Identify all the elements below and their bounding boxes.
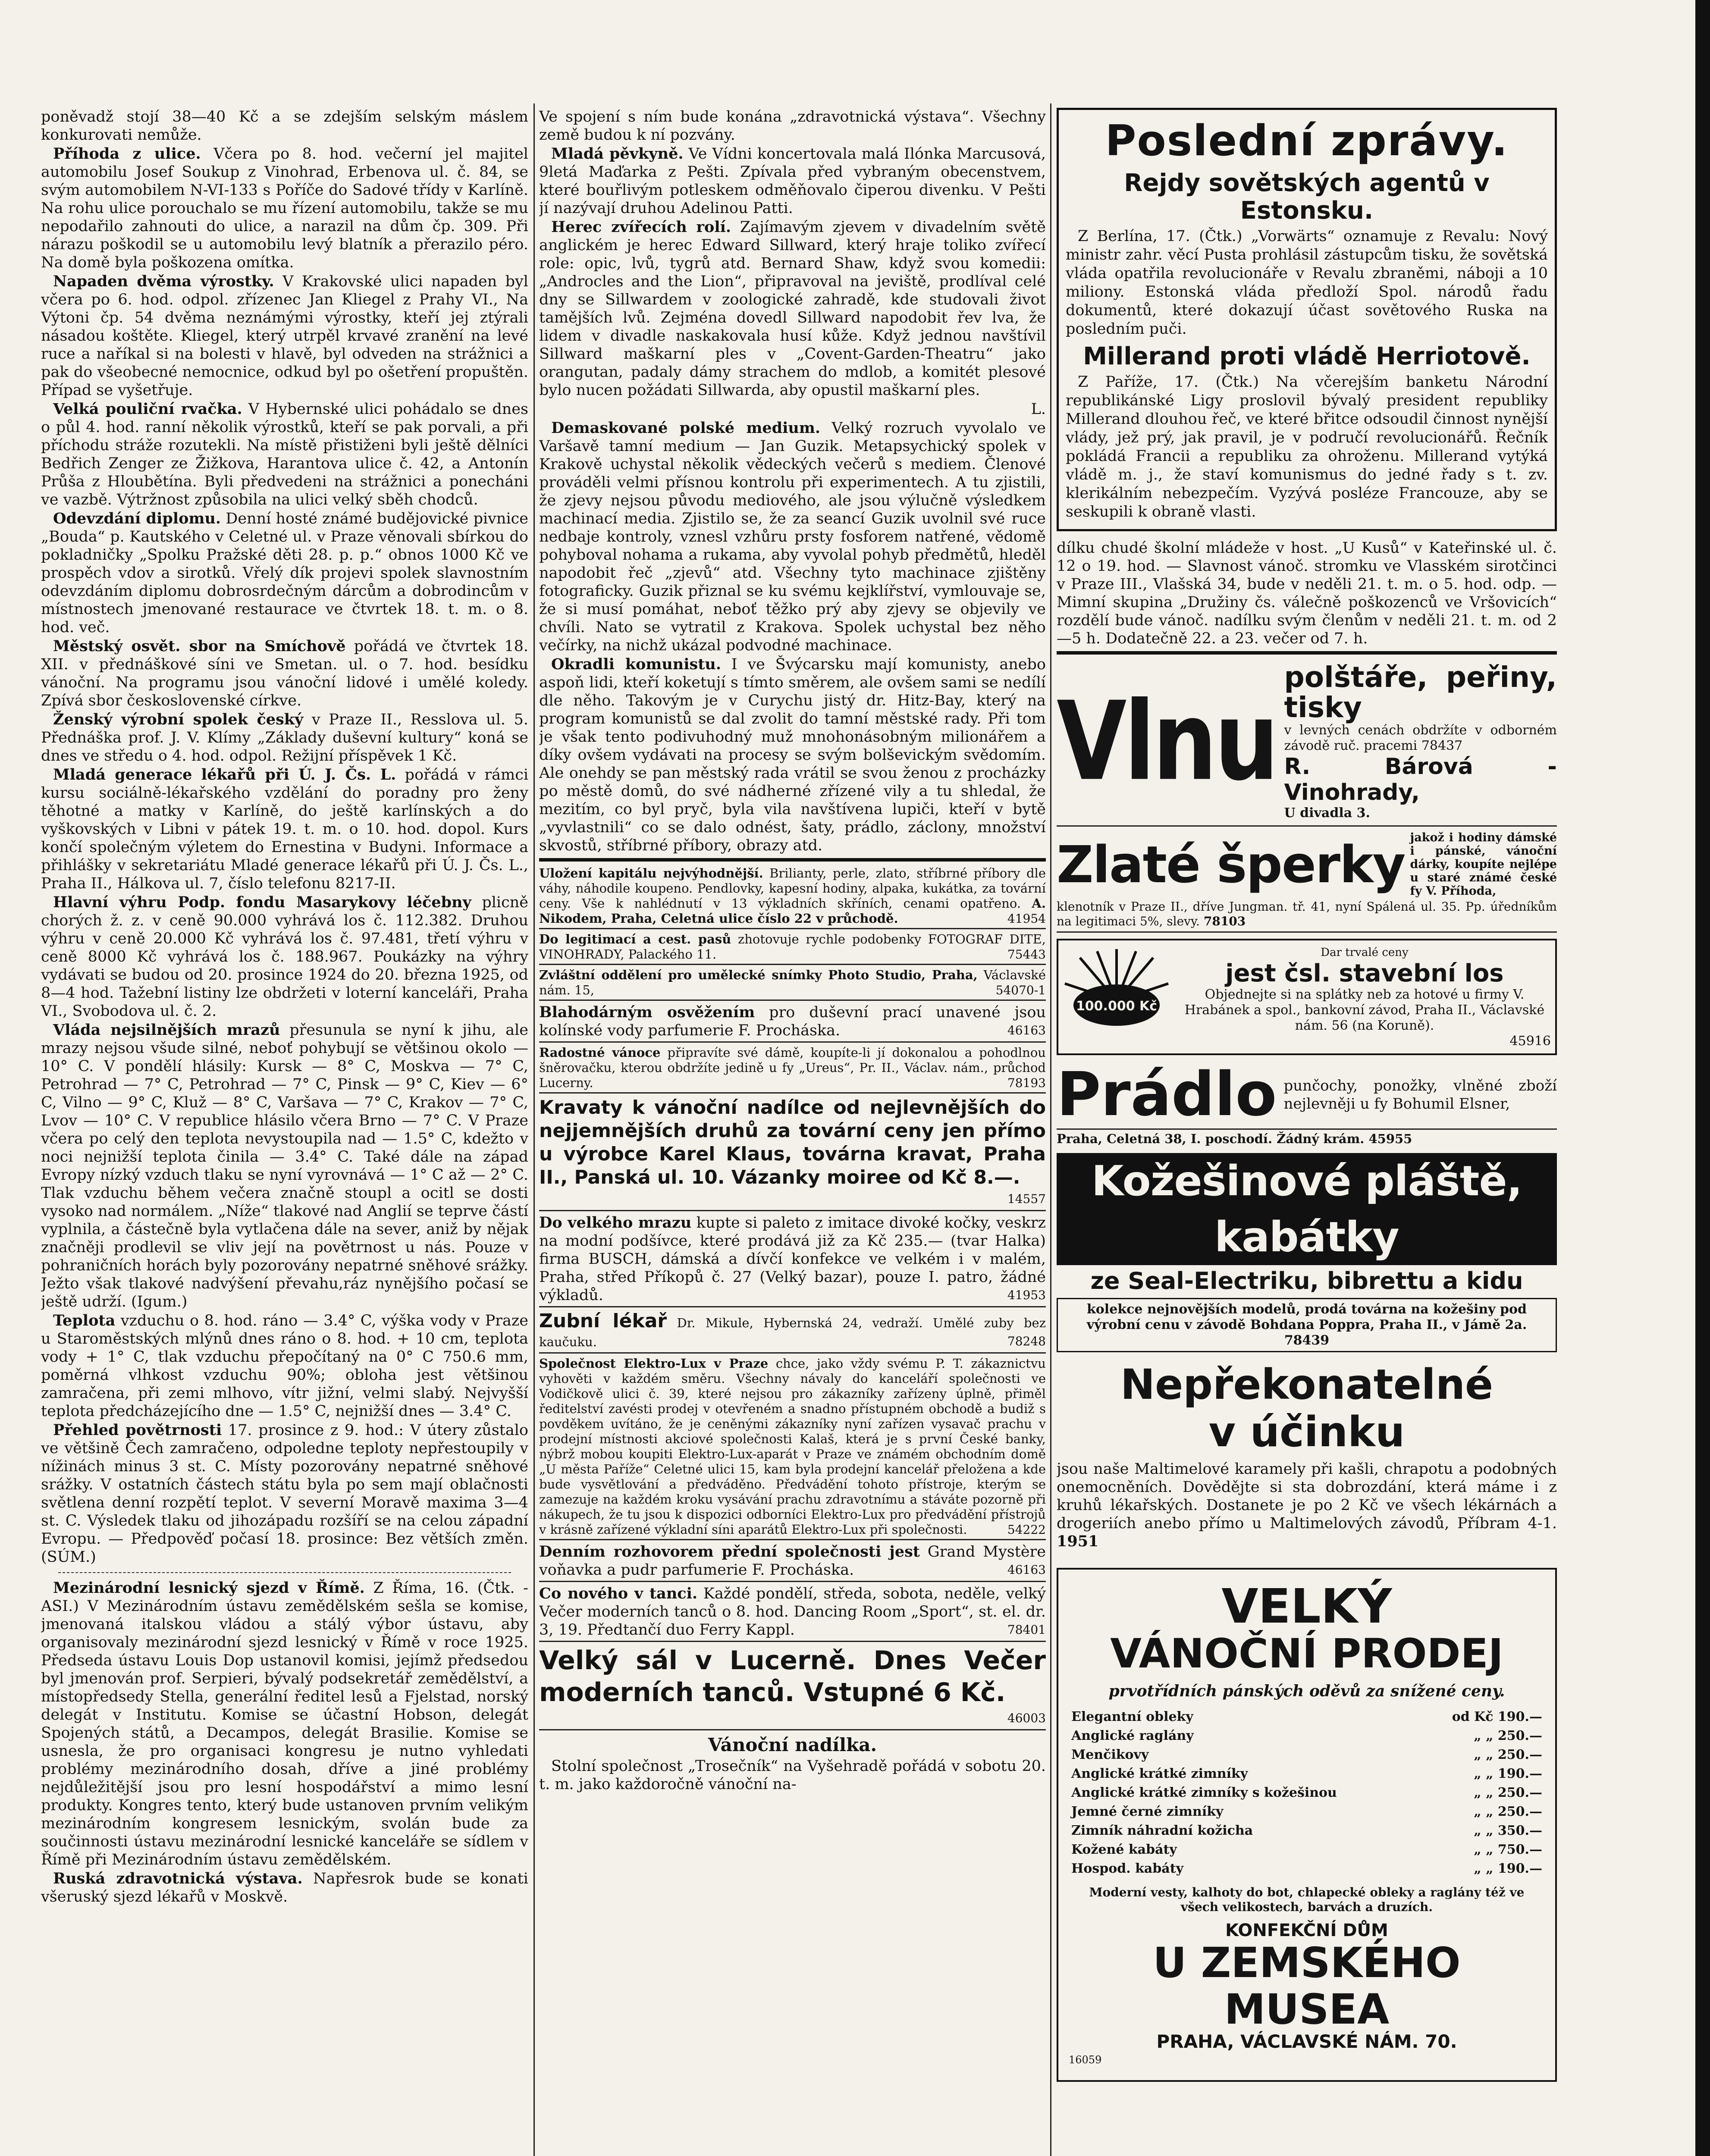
ads-separator	[539, 858, 1046, 862]
section-masthead: Poslední zprávy.	[1105, 116, 1509, 166]
ad-body: zhotovuje rychle podobenky FOTOGRAF DITE, VINOHRADY, Palackého 11.	[539, 932, 1046, 962]
ad-text	[1178, 945, 1551, 1049]
ad-headline: Vlnu	[1057, 678, 1277, 805]
ad-address: U divadla 3.	[1284, 805, 1370, 821]
ad-number: 45955	[1368, 1131, 1412, 1146]
ad-body: jakož i hodiny dámské i pánské, vánoční dárky, koupíte nejlépe u staré známé české fy V. Příhoda,	[1410, 831, 1557, 898]
ad-address: Praha, Celetná 38, I. poschodí. Žádný krám.	[1057, 1131, 1365, 1146]
article-heading: Velká pouliční rvačka.	[53, 400, 242, 418]
ad-subhead: ze Seal-Electriku, bibrettu a kidu	[1090, 1267, 1523, 1294]
ad-number: 46163	[1007, 1563, 1046, 1577]
article-text: vzduchu o 8. hod. ráno — 3.4° C, výška vody v Praze u Staroměstských mlýnů dnes ráno o 8. hod. + 10 cm, teplota vody + 1° C, tlak vzduchu přepočítaný na 0° C 750.6 mm, poměrná vlhkost vzduchu 90%; obloha jest většinou zamračena, při zemi mlhovo, vítr jižní, velmi slabý. Nejvyšší teplota předcházejícího dne — 1.5° C, nejnižší dnes — 3.4° C.	[41, 1312, 528, 1420]
article-text: poněvadž stojí 38—40 Kč a se zdejším selským máslem konkurovati nemůže.	[41, 108, 528, 144]
news-text: Z Berlína, 17. (Čtk.) „Vorwärts“ oznamuje z Revalu: Nový ministr zahr. věcí Pusta prohlásil zástupcům tisku, že sovětská vláda opatřila revolucionáře v Revalu zbraněmi, náboji a 10 miliony. Estonská vláda předloží Spol. národů řadu dokumentů, které dokazují účast sovětového Ruska na posledním puči.	[1066, 228, 1548, 338]
ad-number: 54222	[1007, 1523, 1046, 1537]
ad-heading: Radostné vánoce	[539, 1045, 661, 1060]
ad-headline: VÁNOČNÍ PRODEJ	[1110, 1630, 1503, 1677]
article-heading: Herec zvířecích rolí.	[551, 218, 731, 236]
ad-heading: Denním rozhovorem přední společnosti jest	[539, 1543, 920, 1561]
ad-body: kolekce nejnovějších modelů, prodá továrna na kožešiny pod výrobní cenu v závodě Bohdana Poppra, Praha II., v Jámě 2a.	[1086, 1302, 1527, 1332]
price-list-body	[1069, 1708, 1545, 1878]
ad-firm-type: KONFEKČNÍ DŮM	[1225, 1921, 1388, 1940]
ad-body-text: v levných cenách obdržíte v odborném závodě ruč. pracemi	[1284, 723, 1557, 753]
ad-text	[539, 1356, 1046, 1537]
ad-firm: A. Nikodem, Praha, Celetná ulice číslo 22 v průchodě.	[539, 896, 1046, 926]
article-text: přesunula se nyní k jihu, ale mrazy nejsou všude silné, neboť pohybují se většinou okolo — 10° C. V pondělí hlásily: Kursk — 8° C, Moskva — 7° C, Petrohrad — 7° C, Petrohrad — 7° C, Pinsk — 9° C, Kiev — 6° C, Vilno — 9° C, Kluž — 8° C, Varšava — 7° C, Krakov — 7° C, Lvov — 10° C. V republice hlásilo včera Brno — 7° C. V Praze včera po celý den teplota nevystoupila nad — 1.5° C, kdežto v noci nejnižší teplota činila — 3.4° C. Také dále na západ Evropy nízký vzduch tlaku se nyní vyrovnává — 1° C až — 2° C. Tlak vzduchu během večera značně stoupl a ocitl se dosti vysoko nad normálem. „Níže“ tlakové nad Anglií se teprve částí vyplnila, a částečně byla vytlačena dále na sever, aniž by nějak značněji prodlevil se vliv její na povětrnost u nás. Pouze v pohraničních horách byly pozorovány nepatrné sněhové srážky. Ježto však tlakové nadvýšení převahu,ráz nynějšího počasí se ještě udrží. (Igum.)	[41, 1022, 528, 1310]
ad-number: 14557	[1007, 1192, 1046, 1206]
ad-nikodem	[539, 865, 1046, 929]
article-heading: Mezinárodní lesnický sjezd v Římě.	[53, 1579, 365, 1597]
article-heading: Okradli komunistu.	[551, 655, 722, 673]
column-rule	[533, 103, 535, 2156]
ad-text	[539, 1003, 1046, 1040]
article-text: Z Říma, 16. (Čtk. - ASI.) V Mezinárodním ústavu zemědělském sešla se komise, jmenovaná italskou vládou a stálý výbor ústavu, aby organisovaly mezinárodní sjezd lesnický v Římě v roce 1925. Předseda ústavu Louis Dop ustanovil komisi, jejímž předsedou byl jmenován prof. Serpieri, bývalý podsekretář zemědělství, a místopředsedy Stella, generální ředitel lesů a Fjelstad, norský delegát v Institutu. Komise se účastní Hobson, delegát Spojených států, a Decampos, delegát Brasilie. Komise se usnesla, že pro organisaci kongresu je nutno vyhledati problémy mezinárodního dosah, dříve a jiné problémy nejdůležitější jsou pro lesní hospodářství a mimo lesní produkty. Kongres tento, který bude ustanoven prvním velikým mezinárodním kongresem lesnickým, svolán bude za součinnosti ústavu mezinárodní lesnické kanceláře se sídlem v Římě při Mezinárodním ústavu zemědělském.	[41, 1579, 528, 1868]
price-item-price: „ „ 250.—	[1474, 1728, 1542, 1743]
ad-pradlo	[1057, 1061, 1557, 1130]
price-item-name: Menčikovy	[1071, 1747, 1149, 1762]
ad-heading: Uložení kapitálu nejvýhodnější.	[539, 866, 763, 881]
article-heading: Mladá generace lékařů při Ú. J. Čs. L.	[53, 766, 396, 783]
article-heading: Městský osvět. sbor na Smíchově	[53, 637, 346, 655]
ad-photo-studio	[539, 967, 1046, 1001]
article-heading: Přehled povětrnosti	[53, 1421, 222, 1439]
price-list-row	[1069, 1802, 1545, 1821]
price-list-row	[1069, 1764, 1545, 1783]
news-text: Z Paříže, 17. (Čtk.) Na včerejším banketu Národní republikánské Ligy proslovil bývalý president republiky Millerand dlouhou řeč, ve které břitce odsoudil činnost nynější vlády, jež prý, jak pravil, je v područí revolucionářů. Řečník pokládá Francii a republiku za ohroženu. Millerand vytýká vládě m. j., že staví komunismus do jedné řady s t. zv. klerikálním nebezpečím. Vyzývá posléze Francouze, aby se seskupili k obraně vlasti.	[1066, 373, 1548, 520]
ad-body: Objednejte si na splátky neb za hotové u firmy V. Hrabánek a spol., bankovní závod, Praha II., Václavské nám. 56 (na Koruně).	[1184, 987, 1545, 1033]
ad-heading: Zubní lékař	[539, 1310, 667, 1332]
price-list-row	[1069, 1821, 1545, 1840]
ad-number: 16059	[1069, 2054, 1102, 2066]
ad-text	[539, 1190, 1046, 1208]
ad-details	[1284, 662, 1557, 821]
article-text: plicně chorých ž. z. v ceně 90.000 vyhrává los č. 112.382. Druhou výhru v ceně 20.000 Kč vyhrává los č. 97.481, třetí výhru v ceně 8000 Kč vyhrává los č. 188.967. Poukázky na výhry vydávati se budou od 20. prosince 1924 do 20. března 1925, od 8—4 hod. Tažební listiny lze obdržeti v loterní kanceláři, Praha VI., Svobodova ul. č. 2.	[41, 894, 528, 1020]
ad-body	[1284, 723, 1557, 754]
column-rule	[1050, 103, 1051, 2156]
price-item-name: Hospod. kabáty	[1071, 1861, 1184, 1876]
scan-edge	[1695, 0, 1710, 2156]
price-item-name: Kožené kabáty	[1071, 1842, 1177, 1857]
news-headline: Millerand proti vládě Herriotově.	[1083, 342, 1531, 370]
ad-number: 78193	[1007, 1076, 1046, 1090]
ad-address: PRAHA, VÁCLAVSKÉ NÁM. 70.	[1156, 2031, 1457, 2052]
ad-fotograf-dite	[539, 931, 1046, 965]
price-item-price: „ „ 190.—	[1474, 1861, 1542, 1876]
price-list-row	[1069, 1783, 1545, 1802]
ad-maltimel-headline	[1057, 1361, 1557, 1456]
article	[539, 419, 1046, 655]
article	[41, 637, 528, 710]
ad-heading: Do legitimací a cest. pasů	[539, 932, 731, 946]
article-text: Ve Vídni koncertovala malá Ilónka Marcusová, 9letá Maďarka z Pešti. Zpívala před vybraným obecenstvem, které bouřlivým potleskem odměňovalo čiperou divenku. V Pešti jí nazývají druhou Adelinou Patti.	[539, 145, 1046, 217]
price-list-row	[1069, 1745, 1545, 1764]
article	[539, 218, 1046, 399]
ad-heading: Blahodárným osvěžením	[539, 1003, 755, 1021]
ad-footer	[1057, 1130, 1557, 1148]
ad-body-text: jsou naše Maltimelové karamely při kašli, chrapotu a podobných onemocněních. Dovědějte si sta dobrozdání, která máme i z kruhů lékařských. Dostanete je po 2 Kč ve všech lékárnách a drogeriích anebo přímo u Maltimelových závodů, Příbram 4-1.	[1057, 1460, 1557, 1532]
article-heading: Odevzdání diplomu.	[53, 510, 221, 527]
article-text: Stolní společnost „Trosečník“ na Vyšehradě pořádá v sobotu 20. t. m. jako každoročně vánoční na-	[539, 1758, 1046, 1793]
price-item-name: Anglické krátké zimníky	[1071, 1766, 1248, 1781]
ad-heading: Kravaty k vánoční nadílce od nejlevnějších do nejjemnějších druhů za tovární ceny jen přímo u výrobce Karel Klaus, továrna kravat, Praha II., Panská ul. 10. Vázanky moiree od Kč 8.—.	[539, 1097, 1046, 1188]
ad-text	[539, 968, 1046, 998]
sunburst-image	[1063, 945, 1170, 1031]
ad-body: Brilianty, perle, zlato, stříbrné příbory dle váhy, náhodile koupeno. Pendlovky, kapesní hodiny, alpaka, kukátka, za tovární ceny. Vše k nahlédnutí v 13 výkladních skříních, cenami opatřeno.	[539, 866, 1046, 911]
ad-text	[539, 1585, 1046, 1639]
ad-body	[1057, 1460, 1557, 1551]
article-text: Včera po 8. hod. večerní jel majitel automobilu Josef Soukup z Vinohrad, Erbenova ul. č. 84, se svým automobilem N-VI-133 s Poříče do Sadové třídy v Karlíně. Na rohu ulice porouchalo se mu řízení automobilu, takže se mu nepodařilo zahnouti do ulice, a narazil na dům čp. 309. Při nárazu poškodil se u automobilu levý blatník a přerazilo péro. Na domě byla poškozena omítka.	[41, 145, 528, 271]
ad-elektro-lux	[539, 1355, 1046, 1540]
ad-number: 78103	[1203, 914, 1246, 928]
ad-number: 75443	[1007, 947, 1046, 962]
ad-body: klenotník v Praze II., dříve Jungman. tř. 41, nyní Spálená ul. 35. Pp. úředníkům na legitimaci 5%, slevy.	[1057, 899, 1557, 928]
article	[41, 273, 528, 399]
price-item-name: Jemné černé zimníky	[1071, 1804, 1224, 1819]
price-item-price: „ „ 250.—	[1474, 1785, 1542, 1800]
price-list-row	[1069, 1859, 1545, 1878]
article	[539, 655, 1046, 855]
article-text: Velký rozruch vyvolalo ve Varšavě tamní medium — Jan Guzik. Metapsychický spolek v Krakově uchystal několik vědeckých večerů s mediem. Členové prováděli velmi přísnou kontrolu při experimentech. A tu zjistili, že zjevy nejsou původu mediového, ale jsou výlučně výsledkem machinací media. Zjistilo se, že za seancí Guzik uvolnil své ruce nedbaje kontroly, vznesl vzhůru prsty fosforem natřené, vědomě pohyboval nohama a rukama, aby vyvolal pohyb předmětů, hleděl napodobit řeč „zjevů“ atd. Všechny tyto machinace zjištěny fotograficky. Guzik přiznal se ku svému kejklířství, vymlouvaje se, že si musí pomáhat, neboť těžko prý aby zjevy se objevily ve chvíli. Nato se vytratil z Krakova. Spolek uchystal bez něho večírky, na nichž ukázal podvodné machinace.	[539, 420, 1046, 654]
article	[41, 1870, 528, 1906]
ad-text	[539, 866, 1046, 926]
ad-text	[539, 1214, 1046, 1304]
ad-body: Dr. Mikule, Hybernská 24, vedraží. Umělé zuby bez kaučuku.	[539, 1316, 1046, 1349]
article-text: v Praze II., Resslova ul. 5. Přednáška prof. J. V. Klímy „Základy duševní kultury“ koná se dnes ve středu o 4. hod. odpol. Režijní příspěvek 1 Kč.	[41, 711, 528, 765]
price-item-name: Zimník náhradní kožicha	[1071, 1823, 1253, 1838]
article-heading: Hlavní výhru Podp. fondu Masarykovy léčebny	[53, 893, 471, 911]
price-list-row	[1069, 1840, 1545, 1859]
ad-text	[539, 1045, 1046, 1091]
article-text: I ve Švýcarsku mají komunisty, anebo aspoň lidi, kteří koketují s tímto směrem, ale ovšem sami se nedílí dle něho. Takovým je v Curychu jistý dr. Hitz-Bay, který na program komunistů se dal zvolit do tamní městské rady. Při tom je však tento podivuhodný muž mnohonásobným milionářem a díky ovšem vydávati na procesy se svým bolševickým svědomím. Ale onehdy se pan městský rada vrátil se svou ženou z procházky po městě domů, do své nádherné zřízené vily a tu shledal, že mezitím, co byl pryč, byla vila navštívena lupiči, kteří v bytě „vyvlastnili“ co se dalo odnést, šaty, prádlo, záclony, množství skvostů, stříbrné příbory, obrazy atd.	[539, 656, 1046, 854]
ad-body: připravíte své dámě, koupíte-li jí dokonalou a pohodlnou šněrovačku, kterou obdržíte jedině u fy „Ureus“, Pr. II., Václav. nám., průchod Lucerny.	[539, 1045, 1046, 1090]
ad-grand-mystere	[539, 1542, 1046, 1582]
ad-kravaty	[539, 1095, 1046, 1211]
article-text: V Hybernské ulici pohádalo se dnes o půl 4. hod. ranní několik výrostků, kteří se pak porvali, a při příchodu stráže rozutekli. Na místě přistiženi byli ještě dělníci Bedřich Zenger ze Žižkova, Harantova ulice č. 42, a Antonín Průša z Hloubětína. Byli předvedeni na strážnici a ponecháni ve vazbě. Výtržnost způsobila na ulici velký sběh chodců.	[41, 401, 528, 508]
price-item-price: „ „ 750.—	[1474, 1842, 1542, 1857]
price-item-name: Anglické krátké zimníky s kožešinou	[1071, 1785, 1337, 1800]
article-text: Denní hosté známé budějovické pivnice „Bouda“ p. Kautského v Celetné ul. v Praze věnovali sbírkou do pokladničky „Spolku Pražské děti 28. p. p.“ obnos 1000 Kč ve prospěch vdov a sirotků. Vřelý dík projevi spolek slavnostním odevzdáním diplomu dobrosrdečným dárcům a dobrodincům v místnostech jmenované restaurace ve čtvrtek 18. t. m. o 8. hod. več.	[41, 510, 528, 636]
ad-zubni-lekar	[539, 1309, 1046, 1354]
article-text: pořádá v rámci kursu sociálně-lékařského vzdělání do poradny pro ženy těhotné a matky v Karlíně, do ještě karlínských a do vyškovských v Libni v pátek 19. t. m. o 10. hod. dopol. Kurs končí společným výletem do Ernestina v Budyni. Informace a přihlášky v sekretariátu Mladé generace lékařů při Ú. J. Čs. L., Praha II., Hálkova ul. 7, číslo telefonu 8217-II.	[41, 766, 528, 892]
price-item-price: od Kč 190.—	[1452, 1709, 1542, 1724]
ad-number: 45916	[1509, 1034, 1551, 1049]
ad-headline: Zlaté šperky	[1057, 834, 1405, 894]
ad-body: Grand Mystère voňavka a pudr parfumerie F. Procháska.	[539, 1543, 1046, 1579]
ad-headline: Nepřekonatelné	[1120, 1360, 1494, 1409]
price-item-price: „ „ 250.—	[1474, 1747, 1542, 1762]
ad-footer	[1057, 1298, 1557, 1352]
article	[41, 893, 528, 1020]
article	[41, 1421, 528, 1566]
ad-number: 78437	[1421, 738, 1463, 753]
ad-heading: Do velkého mrazu	[539, 1214, 692, 1232]
ad-lucerna	[539, 1644, 1046, 1730]
column-middle	[539, 108, 1046, 2156]
ad-prochaska-koln	[539, 1003, 1046, 1043]
article	[41, 711, 528, 765]
ad-text	[539, 1543, 1046, 1579]
ad-body: chce, jako vždy svému P. T. zákaznictvu vyhověti v každém směru. Všechny návaly do kanceláří společnosti ve Vodičkově ulici č. 39, které nejsou pro zákazníky zařízeny úplně, přiměl ředitelství zavésti prodej v otevřeném a snadno přístupném obchodě a budiž s povděkem uvítáno, že je ceněnými zákazníky nyní zařízen vysavač prachu v prodejní místnosti akciové společnosti Kalaš, která je s první České banky, nýbrž mobou koupiti Elektro-Lux-aparát v Praze ve známém obchodním domě „U města Paříže“ Celetné ulici 15, kam byla prodejní kancelář přeložena a kde bude vysvětlování a předváděno. Předvádění tohoto přístroje, kterým se zamezuje na každém kroku vysávání prachu zdravotnímu a stáváte pozorně při nákupech, že tu jsou k dispozici odborníci Elektro-Lux pro předvádění přístrojů v krásně zařízené výkladní síni aparátů Elektro-Lux při společnosti.	[539, 1356, 1046, 1537]
article	[41, 510, 528, 636]
ad-vlnu	[1057, 658, 1557, 827]
article-text: dílku chudé školní mládeže v host. „U Kusů“ v Kateřinské ul. č. 12 o 19. hod. — Slavnost vánoč. stromku ve Vlasském sirotčinci v Praze III., Vlašská 34, bude v neděli 21. t. m. o 5. hod. odp. — Mimní skupina „Družiny čs. válečně poškozenců ve Vršovicích“ rozdělí bude vánoč. nadílku svým členům v neděli 21. t. m. od 2—5 h. Dodatečně 22. a 23. večer od 7. h.	[1057, 539, 1557, 647]
ad-body: kupte si paleto z imitace divoké kočky, veskrz na modní podšívce, které prodává již za Kč 235.— (tvar Halka) firma BUSCH, dámská a dívčí konfekce ve velkém i v malém, Praha, střed Příkopů č. 27 (Velký bazar), pouze I. patro, žádné výkladů.	[539, 1214, 1046, 1304]
ad-note: Moderní vesty, kalhoty do bot, chlapecké obleky a raglány též ve všech velikostech, barvách a druzích.	[1089, 1885, 1525, 1914]
news-headline: Rejdy sovětských agentů v Estonsku.	[1124, 169, 1490, 225]
ad-stavebni-los	[1057, 939, 1557, 1055]
ad-headline: Prádlo	[1057, 1059, 1277, 1130]
article-signature: L.	[1031, 401, 1046, 418]
article	[41, 766, 528, 893]
column-left	[41, 108, 528, 2156]
price-item-price: „ „ 250.—	[1474, 1804, 1542, 1819]
ad-kozesinove-plaste: Kožešinové pláště, kabátky	[1057, 1153, 1557, 1265]
article-heading: Vláda nejsilnějších mrazů	[53, 1021, 280, 1039]
ad-text	[539, 1310, 1046, 1351]
ad-number: 1951	[1057, 1532, 1099, 1550]
ad-number: 78439	[1284, 1333, 1330, 1348]
ad-heading: Zvláštní oddělení pro umělecké snímky Photo Studio, Praha,	[539, 968, 978, 982]
article	[41, 1579, 528, 1869]
ad-subhead: prvotřídních pánských oděvů za snížené ceny.	[1108, 1682, 1505, 1700]
ads-separator	[1057, 651, 1557, 655]
latest-news-box	[1057, 108, 1557, 531]
article-heading: Příhoda z ulice.	[53, 145, 201, 163]
ad-body: Každé pondělí, středa, sobota, neděle, velký Večer moderních tanců o 8. hod. Dancing Room „Sport“, st. el. dr. 3, 19. Předtančí duo Ferry Kappl.	[539, 1585, 1046, 1639]
ad-firm: R. Bárová - Vinohrady,	[1284, 754, 1557, 805]
ad-vanocni-prodej	[1057, 1568, 1557, 2082]
section-separator	[58, 1572, 511, 1573]
price-item-name: Elegantní obleky	[1071, 1709, 1193, 1724]
price-item-price: „ „ 350.—	[1474, 1823, 1542, 1838]
article-heading: Ženský výrobní spolek český	[53, 711, 304, 728]
article	[41, 145, 528, 272]
article-text: V Krakovské ulici napaden byl včera po 6. hod. odpol. zřízenec Jan Kliegel z Prahy VI., Na Výtoni čp. 54 dvěma neznámými výrostky, kteří jej ztýrali násadou koštěte. Kliegel, který utrpěl krvavé zranění na levé ruce a naříkal si na bolesti v hlavě, byl odveden na strážnici a pak do všeobecné nemocnice, odkud byl po ošetření propuštěn. Případ se vyšetřuje.	[41, 273, 528, 399]
ad-number: 41953	[1007, 1288, 1046, 1302]
ad-heading: Společnost Elektro-Lux v Praze	[539, 1356, 769, 1371]
ad-headline: jest čsl. stavební los	[1225, 959, 1504, 987]
price-item-name: Anglické raglány	[1071, 1728, 1194, 1743]
ad-number: 78248	[1007, 1334, 1046, 1348]
ad-number: 46003	[1007, 1711, 1046, 1725]
ad-body: punčochy, ponožky, vlněné zboží nejlevněji u fy Bohumil Elsner,	[1283, 1077, 1557, 1112]
article-heading: Ruská zdravotnická výstava.	[53, 1870, 303, 1887]
article	[41, 400, 528, 509]
article-heading: Napaden dvěma výrostky.	[53, 273, 274, 290]
ad-number: 78401	[1007, 1623, 1046, 1637]
article	[41, 1021, 528, 1311]
ad-subhead: polštáře, peřiny, tisky	[1284, 661, 1557, 724]
article-heading: Demaskované polské medium.	[551, 419, 821, 437]
ad-busch	[539, 1213, 1046, 1307]
column-right	[1057, 108, 1557, 2156]
price-list	[1069, 1708, 1545, 1878]
ad-number: 46163	[1007, 1023, 1046, 1037]
prize-label: 100.000 Kč	[1076, 999, 1158, 1014]
ad-headline: v účinku	[1208, 1408, 1405, 1456]
ad-footer	[1057, 899, 1557, 933]
price-list-row	[1069, 1708, 1545, 1727]
article-heading: Teplota	[53, 1312, 116, 1329]
ad-body: pro duševní prací unavené jsou kolínské vody parfumerie F. Procháska.	[539, 1004, 1046, 1039]
ad-number: 54070-1	[995, 983, 1046, 997]
ad-body: Václavské nám. 15,	[539, 968, 1046, 997]
article-heading: Mladá pěvkyně.	[551, 145, 684, 163]
ad-firm: U ZEMSKÉHO MUSEA	[1153, 1939, 1461, 2034]
ad-heading: Co nového v tanci.	[539, 1585, 698, 1602]
ad-text	[539, 1709, 1046, 1727]
article	[539, 145, 1046, 217]
price-item-price: „ „ 190.—	[1474, 1766, 1542, 1781]
article-heading: Vánoční nadílka.	[708, 1734, 877, 1755]
price-list-row	[1069, 1727, 1545, 1745]
ad-dancing-room	[539, 1584, 1046, 1642]
ad-heading: Velký sál v Lucerně. Dnes Večer moderních tanců. Vstupné 6 Kč.	[539, 1645, 1046, 1708]
article-text: pořádá ve čtvrtek 18. XII. v přednáškové síni ve Smetan. ul. o 7. hod. besídku vánoční. Na programu jsou vánoční lidové i umělé koledy. Zpívá sbor československé církve.	[41, 638, 528, 709]
ad-zlate-sperky	[1057, 827, 1557, 899]
article-text: Ve spojení s ním bude konána „zdravotnická výstava“. Všechny země budou k ní pozvány.	[539, 108, 1046, 144]
ad-tagline: Dar trvalé ceny	[1321, 946, 1409, 959]
ad-number: 41954	[1007, 912, 1046, 926]
ad-headline: VELKÝ	[1221, 1579, 1392, 1634]
article-text: Zajímavým zjevem v divadelním světě anglickém je herec Edward Sillward, který hraje toliko zvířecí role: opic, lvů, tygrů atd. Bernard Shaw, když svou komedii: „Androcles and the Lion“, připravoval na jeviště, prodlíval celé dny se Sillwardem v zoologické zahradě, kde studovali život tamějších lvů. Zejména dovedl Sillward napodobit řev lva, že lidem v divadle naskakovala husí kůže. Když jednou navštívil Sillward maškarní ples v „Covent-Garden-Theatru“ jako orangutan, padaly dámy strachem do mdlob, a komitét plesové bylo nucen požádati Sillwarda, aby opustil maškarní ples.	[539, 219, 1046, 399]
article-text: 17. prosince z 9. hod.: V útery zůstalo ve většině Čech zamračeno, odpoledne teploty nepřestoupily v nížinách minus 3 st. C. Místy pozorovány nepatrné sněhové srážky. V ostatních částech státu byla po sem mají oblačnosti světlena denní rozpětí teplot. V severní Moravě maxima 3—4 st. C. Výsledek tlaku od jihozápadu rozšíří se na celou západní Evropu. — Předpověď počasí 18. prosince: Bez větších změn. (SÚM.)	[41, 1422, 528, 1566]
ad-text	[539, 932, 1046, 962]
ad-ureus	[539, 1044, 1046, 1094]
article-text: Napřesrok bude se konati všeruský sjezd lékařů v Moskvě.	[41, 1870, 528, 1905]
article	[41, 1312, 528, 1420]
